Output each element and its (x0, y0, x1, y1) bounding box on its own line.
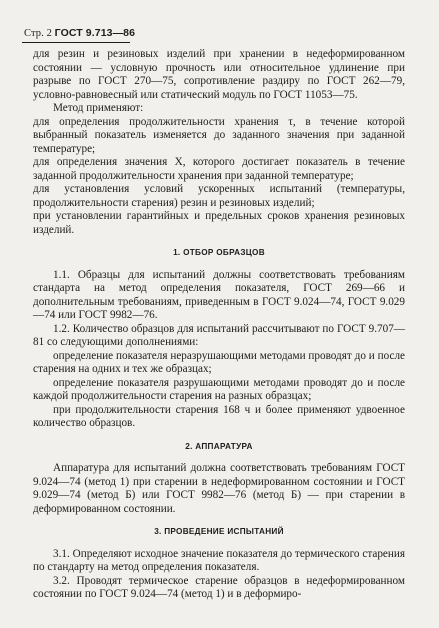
section-1-paragraph-4: определение показателя разрушающими методами проводят до и после каждой продолжительности старения на разных образцах; (33, 376, 405, 402)
intro-paragraph-3: для определения продолжительности хранения τ, в течение которой выбранный показатель изменяется до заданного значения при заданной температуре; (33, 115, 405, 155)
section-1-paragraph-1: 1.1. Образцы для испытаний должны соответствовать требованиям стандарта на метод определения показателя, ГОСТ 269—66 и дополнительным требованиям, приведенным в ГОСТ 9.024—74, ГОСТ 9.029—74 или ГОСТ 9982—76. (33, 268, 405, 321)
section-2-heading: 2. АППАРАТУРА (185, 441, 253, 451)
section-3-paragraph-1: 3.1. Определяют исходное значение показателя до термического старения по стандарту на метод определения показателя. (33, 547, 405, 573)
page-header (24, 27, 135, 39)
intro-paragraph-1: для резин и резиновых изделий при хранении в недеформированном состоянии — условную прочность или относительное удлинение при разрыве по ГОСТ 270—75, сопротивление раздиру по ГОСТ 262—79, условно-равновесный или статический модуль по ГОСТ 11053—75. (33, 48, 405, 101)
standard-number: ГОСТ 9.713—86 (54, 27, 136, 39)
intro-paragraph-2: Метод применяют: (53, 102, 144, 114)
intro-paragraph-5: для установления условий ускоренных испытаний (температуры, продолжительности старения) резин и резиновых изделий; (33, 183, 405, 209)
intro-paragraph-4: для определения значения X, которого достигает показатель в течение заданной продолжительности хранения при заданной температуре; (33, 156, 405, 182)
section-2-paragraph-1: Аппаратура для испытаний должна соответствовать требованиям ГОСТ 9.024—74 (метод 1) при старении в недеформированном состоянии и ГОСТ 9.029—74 (метод Б) или ГОСТ 9982—76 (метод Б) — при старении в деформированном состоянии. (33, 462, 405, 515)
intro-paragraph-6: при установлении гарантийных и предельных сроков хранения резиновых изделий. (33, 210, 405, 236)
section-1-paragraph-5: при продолжительности старения 168 ч и более применяют удвоенное количество образцов. (33, 403, 405, 429)
header-rule (22, 42, 130, 43)
page-number: Стр. 2 (24, 28, 52, 39)
body-text (33, 48, 405, 602)
section-3-paragraph-2: 3.2. Проводят термическое старение образцов в недеформированном состоянии по ГОСТ 9.024—74 (метод 1) и в деформиро- (33, 574, 405, 600)
section-1-paragraph-3: определение показателя неразрушающими методами проводят до и после старения на одних и тех же образцах; (33, 349, 405, 375)
section-1-paragraph-2: 1.2. Количество образцов для испытаний рассчитывают по ГОСТ 9.707—81 со следующими дополнениями: (33, 322, 405, 348)
section-3-heading: 3. ПРОВЕДЕНИЕ ИСПЫТАНИЙ (154, 527, 284, 536)
section-1-heading: 1. ОТБОР ОБРАЗЦОВ (173, 248, 265, 257)
